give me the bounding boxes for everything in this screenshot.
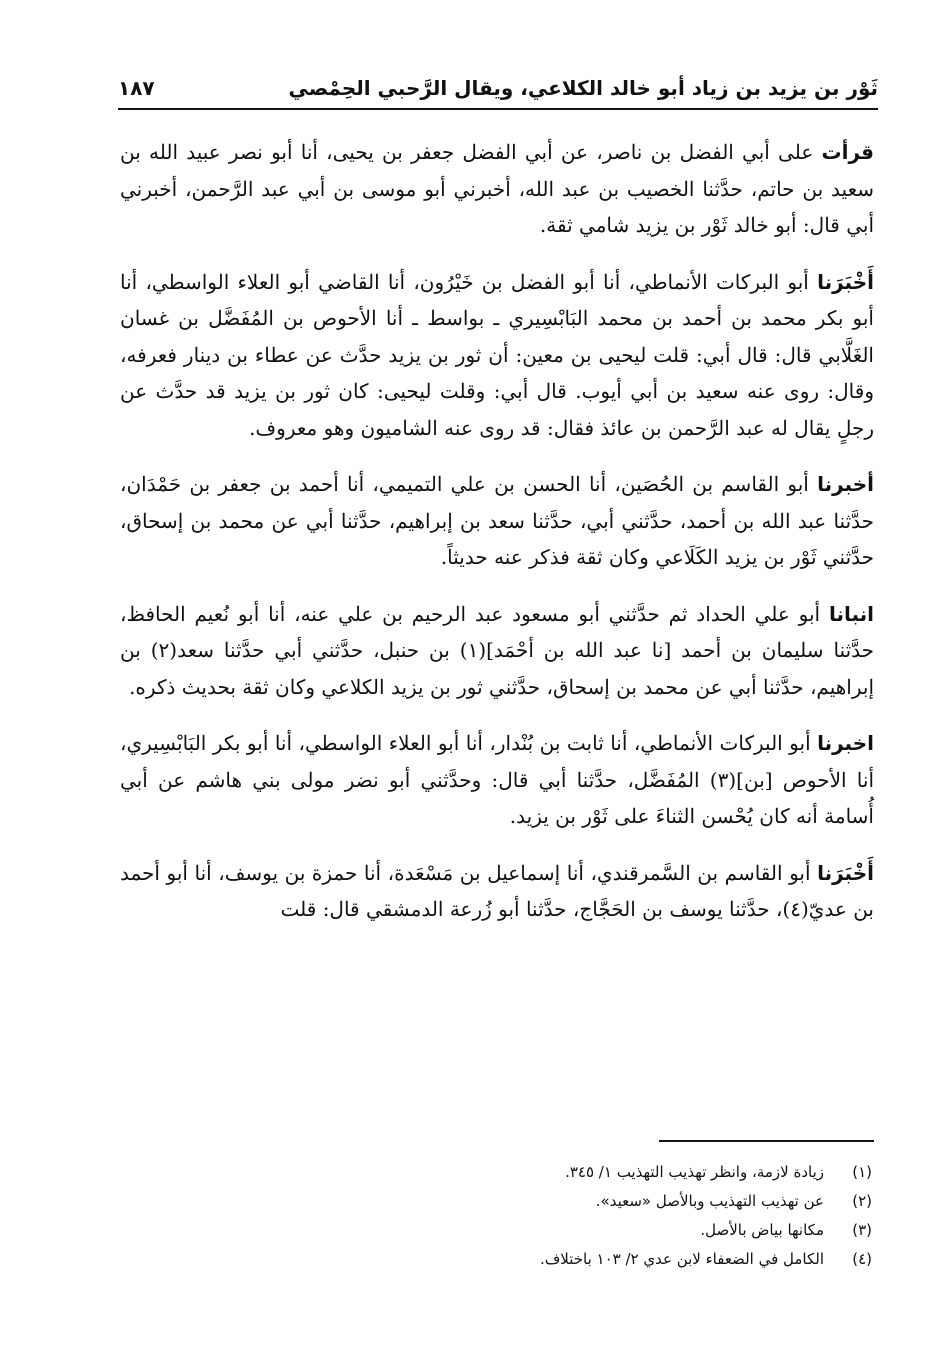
footnote-number: (٣) [852,1221,872,1239]
paragraph-text: أبو البركات الأنماطي، أنا أبو الفضل بن خَيْرُون، أنا القاضي أبو العلاء الواسطي، أنا أبو بكر محمد بن أحمد بن محمد البَابْسِيري ـ بواسط ـ أنا الأحوص بن المُفَضَّل بن غسان الغَلَّابي قال: قال أبي: قلت ليحيى بن معين: أن ثور بن يزيد حدَّث عن عطاء بن دينار فعرفه، وقال: روى عنه سعيد بن أبي أيوب. قال أبي: وقلت ليحيى: كان ثور بن يزيد قد حدَّث عن رجلٍ يقال له عبد الرَّحمن بن عائذ فقال: قد روى عنه الشاميون وهو معروف. [120,269,874,440]
paragraph-text: أبو القاسم بن السَّمرقندي، أنا إسماعيل بن مَسْعَدة، أنا حمزة بن يوسف، أنا أبو أحمد بن عديّ(٤)، حدَّثنا يوسف بن الحَجَّاج، حدَّثنا أبو زُرعة الدمشقي قال: قلت [120,860,874,921]
paragraph-1 [120,134,874,244]
footnote-text: زيادة لازمة، وانظر تهذيب التهذيب ١/ ٣٤٥. [565,1163,824,1181]
paragraph-4 [120,596,874,706]
paragraph-lead-word: أَخْبَرَنا [817,860,874,885]
page-number: ١٨٧ [118,76,155,100]
paragraph-6 [120,855,874,928]
footnote-item [112,1158,872,1187]
paragraph-text: على أبي الفضل بن ناصر، عن أبي الفضل جعفر بن يحيى، أنا أبو نصر عبيد الله بن سعيد بن حاتم، حدَّثنا الخصيب بن عبد الله، أخبرني أبو موسى بن أبي عبد الرَّحمن، أخبرني أبي قال: أبو خالد ثَوْر بن يزيد شامي ثقة. [120,140,874,237]
paragraph-text: أبو القاسم بن الحُصَين، أنا الحسن بن علي التميمي، أنا أحمد بن جعفر بن حَمْدَان، حدَّثنا عبد الله بن أحمد، حدَّثني أبي، حدَّثنا سعد بن إبراهيم، حدَّثنا أبي عن محمد بن إسحاق، حدَّثني ثَوْر بن يزيد الكَلَاعي وكان ثقة فذكر عنه حديثاً. [120,472,874,569]
paragraph-5 [120,725,874,835]
running-head-title: ثَوْر بن يزيد بن زياد أبو خالد الكلاعي، ويقال الرَّحبي الحِمْصي [288,76,878,100]
paragraph-lead-word: أَخْبَرَنا [817,269,874,294]
paragraph-lead-word: أخبرنا [817,472,874,496]
footnote-number: (٢) [852,1192,872,1210]
footnote-number: (٤) [852,1250,872,1268]
footnote-number: (١) [852,1163,872,1181]
footnote-text: الكامل في الضعفاء لابن عدي ٢/ ١٠٣ باختلاف. [539,1250,824,1268]
footnote-text: عن تهذيب التهذيب وبالأصل «سعيد». [595,1192,824,1210]
paragraph-lead-word: انبانا [828,601,874,626]
footnote-item [112,1245,872,1274]
running-head [118,68,878,110]
paragraph-text: أبو علي الحداد ثم حدَّثني أبو مسعود عبد الرحيم بن علي عنه، أنا أبو نُعيم الحافظ، حدَّثنا سليمان بن أحمد [نا عبد الله بن أحْمَد](١) بن حنبل، حدَّثني أبي حدَّثنا سعد(٢) بن إبراهيم، حدَّثنا أبي عن محمد بن إسحاق، حدَّثني ثور بن يزيد الكلاعي وكان ثقة بحديث ذكره. [120,601,875,699]
footnotes [112,1158,872,1274]
body-text [120,134,874,948]
paragraph-text: أبو البركات الأنماطي، أنا ثابت بن بُنْدار، أنا أبو العلاء الواسطي، أنا أبو بكر البَابْسِيري، أنا الأحوص [بن](٣) المُفَضَّل، حدَّثنا أبي قال: وحدَّثني أبو نضر مولى بني هاشم عن أبي أُسامة أنه كان يُحْسن الثناءَ على ثَوْر بن يزيد. [120,731,874,828]
footnote-text: مكانها بياض بالأصل. [700,1221,824,1239]
footnote-item [112,1187,872,1216]
paragraph-lead-word: اخبرنا [817,731,874,755]
footnote-item [112,1216,872,1245]
paragraph-lead-word: قرأت [821,140,874,164]
paragraph-2 [120,264,874,447]
footnote-divider [659,1140,874,1142]
paragraph-3 [120,466,874,576]
